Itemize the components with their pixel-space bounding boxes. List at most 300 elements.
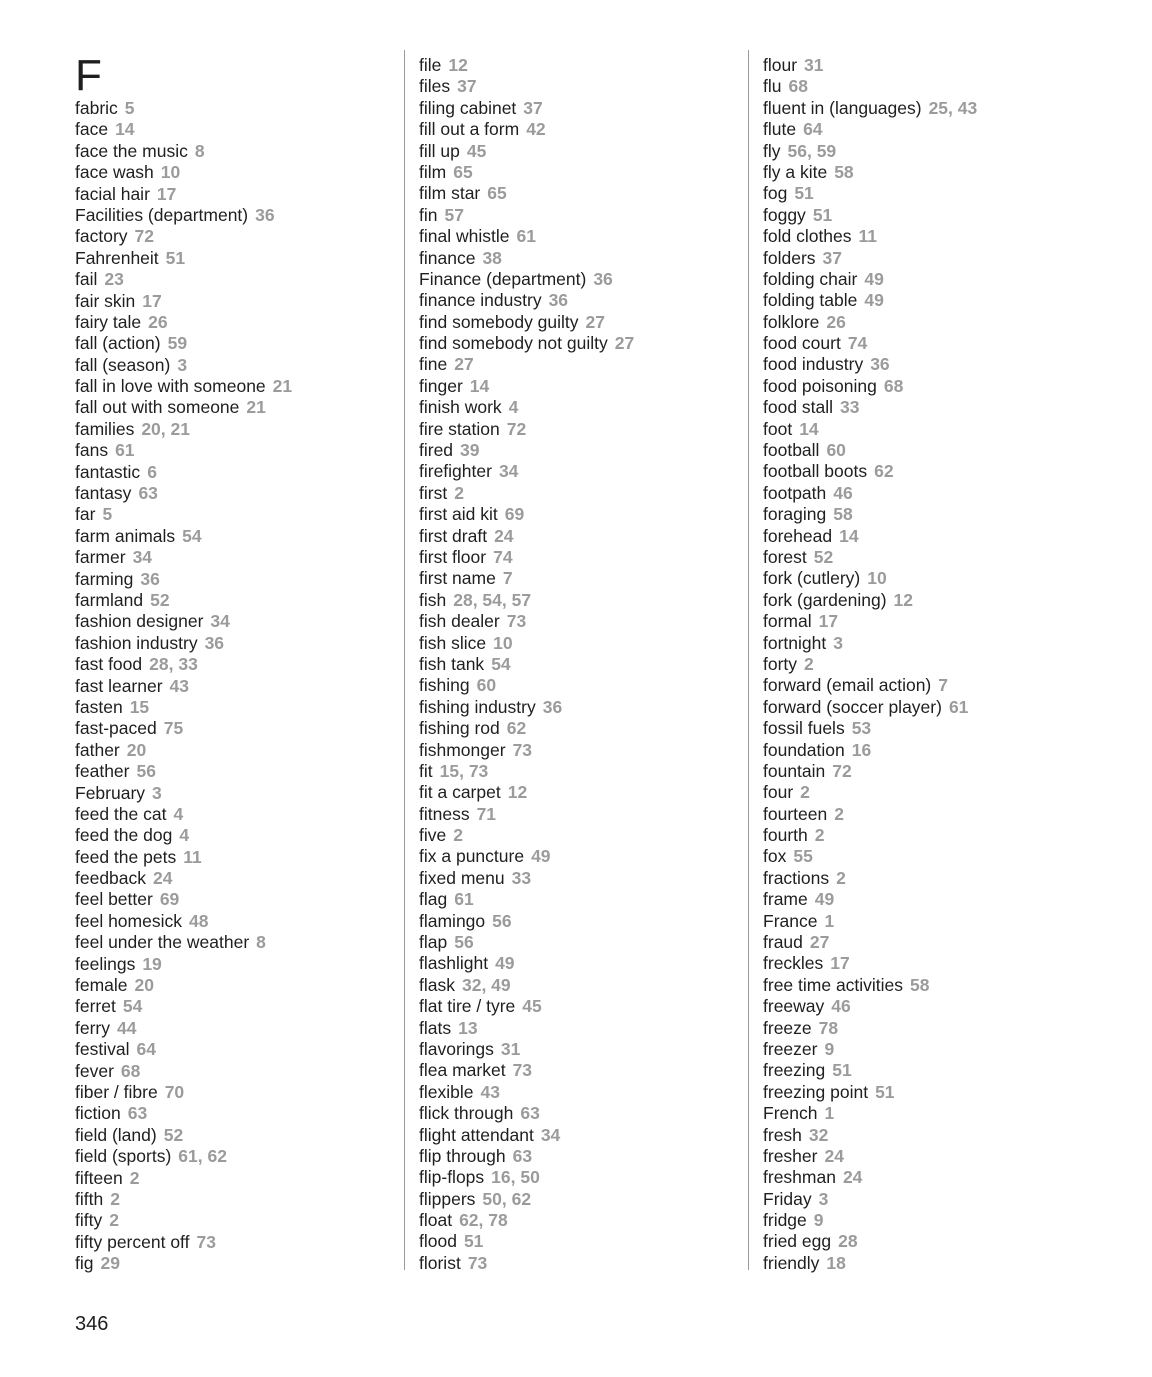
index-column-2 [419, 55, 739, 1274]
index-entry [75, 547, 395, 568]
index-term: fitness [419, 803, 470, 824]
index-page-ref: 27 [809, 932, 830, 953]
index-page-ref: 25, 43 [928, 97, 978, 118]
index-entry [763, 1189, 1123, 1210]
index-term: forty [763, 653, 798, 674]
index-term: food industry [763, 354, 864, 375]
index-entry [419, 761, 739, 782]
index-term: food poisoning [763, 375, 877, 396]
index-entry [763, 975, 1123, 996]
index-page-ref: 28, 33 [149, 654, 198, 675]
index-page-ref: 13 [458, 1017, 478, 1038]
index-term: fortnight [763, 632, 827, 653]
index-entry [419, 633, 739, 654]
index-page-ref: 14 [799, 418, 819, 439]
index-entry [75, 162, 395, 183]
index-term: fog [763, 183, 788, 204]
index-page-ref: 56 [492, 910, 512, 931]
index-list-2 [419, 55, 739, 1274]
index-entry [419, 1082, 739, 1103]
index-page-ref: 72 [134, 226, 154, 247]
index-entry [75, 419, 395, 440]
index-term: flick through [419, 1103, 514, 1124]
index-entry [75, 1189, 395, 1210]
index-entry [75, 569, 395, 590]
index-entry [419, 226, 739, 247]
index-page-ref: 11 [858, 226, 878, 247]
index-entry [763, 718, 1123, 739]
index-page-ref: 49 [495, 953, 515, 974]
index-page-ref: 63 [127, 1103, 148, 1124]
index-page-ref: 46 [831, 996, 851, 1017]
index-term: freshman [763, 1167, 836, 1188]
index-page-ref: 36 [140, 568, 160, 589]
index-term: football [763, 440, 820, 461]
index-term: fifty percent off [75, 1231, 190, 1252]
index-page-ref: 73 [196, 1231, 216, 1252]
index-entry [75, 226, 395, 247]
index-term: fabric [75, 98, 118, 118]
index-page-ref: 34 [540, 1124, 561, 1145]
index-entry [419, 804, 739, 825]
index-page-ref: 52 [150, 589, 170, 610]
index-entry [75, 611, 395, 632]
section-letter: F [75, 51, 102, 100]
index-term: fossil fuels [763, 718, 845, 739]
index-entry [75, 1232, 395, 1253]
index-page-ref: 68 [788, 76, 808, 97]
index-entry [419, 354, 739, 375]
index-entry [419, 953, 739, 974]
index-entry [75, 1103, 395, 1124]
index-term: fire station [419, 418, 500, 439]
index-entry [763, 911, 1123, 932]
index-term: florist [419, 1252, 461, 1273]
index-page-ref: 24 [842, 1167, 863, 1188]
index-term: flippers [419, 1188, 476, 1209]
index-term: flamingo [419, 910, 486, 931]
index-entry [75, 676, 395, 697]
index-page-ref: 10 [867, 568, 887, 589]
index-page-ref: 1 [824, 910, 835, 931]
index-term: freezing [763, 1060, 826, 1081]
index-entry [763, 932, 1123, 953]
index-term: February [75, 782, 146, 803]
index-page-ref: 32 [808, 1124, 829, 1145]
index-term: fishmonger [419, 739, 506, 760]
index-page-ref: 2 [804, 653, 814, 674]
index-entry [419, 846, 739, 867]
index-page-ref: 33 [840, 397, 860, 418]
index-entry [75, 1039, 395, 1060]
index-page-ref: 58 [833, 504, 853, 525]
index-page-ref: 73 [512, 1060, 533, 1081]
index-page-ref: 36 [542, 696, 563, 717]
index-term: flour [763, 55, 798, 75]
index-page-ref: 38 [482, 247, 502, 268]
index-page-ref: 32, 49 [461, 974, 511, 995]
index-entry [75, 269, 395, 290]
index-entry [75, 975, 395, 996]
index-page-ref: 18 [826, 1252, 846, 1273]
index-page-ref: 11 [183, 846, 202, 867]
index-page-ref: 34 [132, 547, 153, 568]
index-entry [763, 526, 1123, 547]
index-entry [419, 162, 739, 183]
index-page-ref: 37 [822, 247, 842, 268]
index-term: farming [75, 568, 134, 589]
index-page-ref: 2 [454, 482, 464, 503]
index-page-ref: 70 [164, 1081, 185, 1102]
index-term: fashion industry [75, 632, 198, 653]
index-entry [419, 119, 739, 140]
index-page-ref: 15 [129, 696, 150, 717]
index-page-ref: 2 [110, 1188, 120, 1209]
index-term: fish tank [419, 653, 485, 674]
index-entry [763, 1060, 1123, 1081]
index-entry [763, 376, 1123, 397]
index-entry [419, 55, 739, 76]
index-entry [763, 248, 1123, 269]
index-page-ref: 5 [102, 504, 113, 525]
index-term: farm animals [75, 525, 176, 546]
index-term: fail [75, 269, 98, 290]
index-entry [763, 761, 1123, 782]
index-page-ref: 60 [476, 675, 497, 696]
index-term: flavorings [419, 1038, 494, 1059]
index-term: food stall [763, 397, 834, 418]
index-term: find somebody guilty [419, 311, 579, 332]
index-entry [419, 269, 739, 290]
index-entry [419, 312, 739, 333]
index-page-ref: 63 [138, 483, 158, 504]
index-entry [419, 1103, 739, 1124]
index-page-ref: 17 [818, 611, 839, 632]
index-term: fold clothes [763, 226, 852, 247]
index-entry [75, 654, 395, 675]
index-entry [419, 141, 739, 162]
index-term: fantasy [75, 483, 132, 504]
index-entry [419, 1231, 739, 1252]
index-page-ref: 3 [818, 1188, 829, 1209]
index-term: fast-paced [75, 718, 157, 739]
index-entry [419, 1060, 739, 1081]
index-page-ref: 14 [115, 119, 135, 140]
index-page-ref: 1 [824, 1103, 835, 1124]
index-term: fly [763, 140, 781, 161]
index-page-ref: 49 [814, 889, 835, 910]
index-page-ref: 17 [156, 183, 177, 204]
index-term: facial hair [75, 183, 150, 204]
index-page-ref: 74 [493, 546, 513, 567]
index-entry [763, 611, 1123, 632]
index-entry [419, 1125, 739, 1146]
index-page-ref: 61 [115, 440, 135, 461]
index-entry [75, 205, 395, 226]
index-term: farmland [75, 589, 144, 610]
index-term: fish slice [419, 632, 487, 653]
index-page-ref: 54 [122, 996, 143, 1017]
index-page-ref: 73 [512, 739, 533, 760]
index-term: flight attendant [419, 1124, 534, 1145]
index-entry [763, 226, 1123, 247]
index-term: fine [419, 354, 448, 375]
index-term: frame [763, 889, 808, 910]
index-term: forward (email action) [763, 675, 932, 696]
index-entry [419, 996, 739, 1017]
index-term: fall in love with someone [75, 376, 266, 397]
index-entry [75, 483, 395, 504]
index-entry [763, 312, 1123, 333]
index-term: fill up [419, 140, 460, 161]
index-page-ref: 63 [520, 1103, 540, 1124]
index-term: first [419, 482, 448, 503]
index-term: foggy [763, 204, 806, 225]
index-term: four [763, 782, 794, 803]
index-page-ref: 61, 62 [178, 1146, 227, 1167]
index-term: flap [419, 932, 448, 953]
index-term: fresh [763, 1124, 802, 1145]
index-page-ref: 56 [136, 761, 156, 782]
index-term: feedback [75, 868, 147, 889]
index-term: fin [419, 204, 438, 225]
index-page-ref: 36 [593, 268, 613, 289]
index-term: festival [75, 1039, 130, 1060]
index-page-ref: 54 [491, 653, 511, 674]
index-entry [75, 761, 395, 782]
index-term: fig [75, 1253, 94, 1274]
index-page-ref: 64 [803, 119, 823, 140]
index-entry [419, 1167, 739, 1188]
index-page-ref: 48 [189, 910, 209, 931]
index-page-ref: 51 [794, 183, 814, 204]
index-entry [419, 183, 739, 204]
index-page-ref: 58 [910, 974, 930, 995]
index-term: folding chair [763, 268, 858, 289]
index-entry [419, 376, 739, 397]
index-entry [419, 205, 739, 226]
index-term: feel under the weather [75, 932, 250, 953]
index-term: French [763, 1103, 818, 1124]
index-entry [75, 291, 395, 312]
index-entry [763, 1146, 1123, 1167]
index-page-ref: 26 [148, 311, 168, 332]
index-page-ref: 49 [864, 268, 884, 289]
index-page-ref: 57 [444, 204, 464, 225]
index-page-ref: 61 [948, 696, 969, 717]
index-term: fifteen [75, 1167, 123, 1188]
index-term: feather [75, 761, 130, 782]
index-term: footpath [763, 482, 827, 503]
index-term: fix a puncture [419, 846, 525, 867]
index-entry [419, 911, 739, 932]
index-term: fork (gardening) [763, 589, 887, 610]
index-entry [763, 162, 1123, 183]
index-page-ref: 29 [100, 1253, 120, 1274]
index-term: fridge [763, 1210, 807, 1231]
column-divider [748, 50, 749, 1270]
index-page-ref: 27 [585, 311, 606, 332]
index-term: feel better [75, 889, 153, 910]
index-term: fit a carpet [419, 782, 501, 803]
index-term: first floor [419, 546, 487, 567]
index-entry [75, 1082, 395, 1103]
index-term: Finance (department) [419, 268, 587, 289]
index-page-ref: 8 [194, 140, 205, 161]
index-term: friendly [763, 1252, 820, 1273]
index-page-ref: 4 [179, 825, 190, 846]
index-term: feel homesick [75, 910, 182, 931]
index-term: fair skin [75, 290, 136, 311]
index-page-ref: 51 [832, 1060, 852, 1081]
index-entry [75, 1210, 395, 1231]
index-term: fiction [75, 1103, 121, 1124]
index-entry [763, 1125, 1123, 1146]
index-entry [763, 76, 1123, 97]
index-page-ref: 2 [834, 803, 844, 824]
index-entry [75, 633, 395, 654]
index-page-ref: 34 [210, 611, 230, 632]
index-page-ref: 27 [614, 333, 635, 354]
index-page-ref: 10 [160, 162, 181, 183]
index-entry [75, 376, 395, 397]
index-page-ref: 78 [818, 1017, 839, 1038]
index-page-ref: 2 [836, 867, 846, 888]
index-page-ref: 4 [508, 397, 519, 418]
index-entry [419, 932, 739, 953]
index-page-ref: 36 [870, 354, 890, 375]
index-page-ref: 46 [833, 482, 853, 503]
index-page-ref: 36 [204, 632, 225, 653]
index-entry [763, 547, 1123, 568]
index-term: ferret [75, 996, 116, 1017]
index-term: fired [419, 440, 454, 461]
index-entry [763, 1231, 1123, 1252]
index-page-ref: 2 [109, 1210, 119, 1231]
index-entry [419, 1210, 739, 1231]
index-term: fantastic [75, 461, 141, 482]
index-term: far [75, 504, 96, 525]
index-term: finance [419, 247, 476, 268]
index-entry [419, 397, 739, 418]
index-term: feed the dog [75, 825, 173, 846]
index-entry [75, 248, 395, 269]
index-term: fit [419, 760, 433, 781]
index-entry [763, 846, 1123, 867]
index-term: face wash [75, 162, 154, 183]
index-entry [763, 119, 1123, 140]
index-term: fork (cutlery) [763, 568, 861, 589]
index-term: female [75, 975, 128, 996]
index-entry [419, 568, 739, 589]
index-entry [419, 611, 739, 632]
index-page-ref: 4 [173, 803, 184, 824]
index-term: freckles [763, 953, 824, 974]
index-term: fifty [75, 1210, 103, 1231]
index-page-ref: 74 [847, 333, 868, 354]
index-entry [763, 633, 1123, 654]
index-page-ref: 53 [851, 718, 872, 739]
index-entry [419, 740, 739, 761]
index-term: Facilities (department) [75, 204, 249, 225]
index-term: folding table [763, 290, 858, 311]
index-term: fluent in (languages) [763, 97, 922, 118]
index-term: formal [763, 611, 812, 632]
index-entry [75, 184, 395, 205]
index-page-ref: 39 [460, 440, 480, 461]
index-page-ref: 62 [506, 718, 527, 739]
index-term: fly a kite [763, 161, 828, 182]
index-page-ref: 21 [272, 376, 293, 397]
index-page-ref: 55 [793, 846, 813, 867]
index-entry [419, 526, 739, 547]
index-entry [75, 1253, 395, 1274]
index-entry [75, 440, 395, 461]
index-entry [419, 461, 739, 482]
index-page-ref: 45 [522, 996, 542, 1017]
index-page-ref: 58 [834, 161, 854, 182]
index-term: fresher [763, 1145, 818, 1166]
index-page-ref: 2 [453, 825, 463, 846]
index-term: field (land) [75, 1124, 157, 1145]
index-page-ref: 54 [182, 525, 202, 546]
index-entry [763, 269, 1123, 290]
index-page-ref: 36 [548, 290, 569, 311]
index-page-ref: 56 [454, 932, 474, 953]
index-entry [75, 889, 395, 910]
index-entry [763, 419, 1123, 440]
index-list-1 [75, 98, 395, 1274]
index-term: fishing [419, 675, 470, 696]
index-entry [75, 1146, 395, 1167]
index-term: flexible [419, 1081, 474, 1102]
index-page-ref: 24 [494, 525, 514, 546]
index-page-ref: 69 [159, 889, 180, 910]
index-entry [75, 804, 395, 825]
index-term: foot [763, 418, 793, 439]
index-page-ref: 61 [516, 226, 536, 247]
index-term: flat tire / tyre [419, 996, 516, 1017]
index-term: fall (action) [75, 333, 161, 354]
index-term: fifth [75, 1188, 104, 1209]
index-entry [419, 1189, 739, 1210]
index-entry [419, 248, 739, 269]
index-column-1 [75, 51, 395, 1274]
index-page-ref: 23 [104, 269, 124, 290]
index-entry [419, 825, 739, 846]
index-entry [419, 76, 739, 97]
index-term: foraging [763, 504, 827, 525]
index-entry [419, 440, 739, 461]
index-entry [763, 675, 1123, 696]
index-entry [763, 98, 1123, 119]
index-term: file [419, 55, 442, 75]
index-entry [763, 996, 1123, 1017]
index-page-ref: 34 [498, 461, 519, 482]
index-term: forward (soccer player) [763, 696, 942, 717]
index-page-ref: 63 [512, 1145, 533, 1166]
index-entry [75, 1061, 395, 1082]
index-term: France [763, 910, 818, 931]
index-page-ref: 20, 21 [141, 418, 190, 439]
index-entry [419, 419, 739, 440]
index-term: farmer [75, 547, 126, 568]
index-term: fans [75, 440, 109, 461]
index-entry [419, 547, 739, 568]
index-term: Friday [763, 1188, 812, 1209]
index-entry [763, 55, 1123, 76]
index-term: fast learner [75, 675, 163, 696]
